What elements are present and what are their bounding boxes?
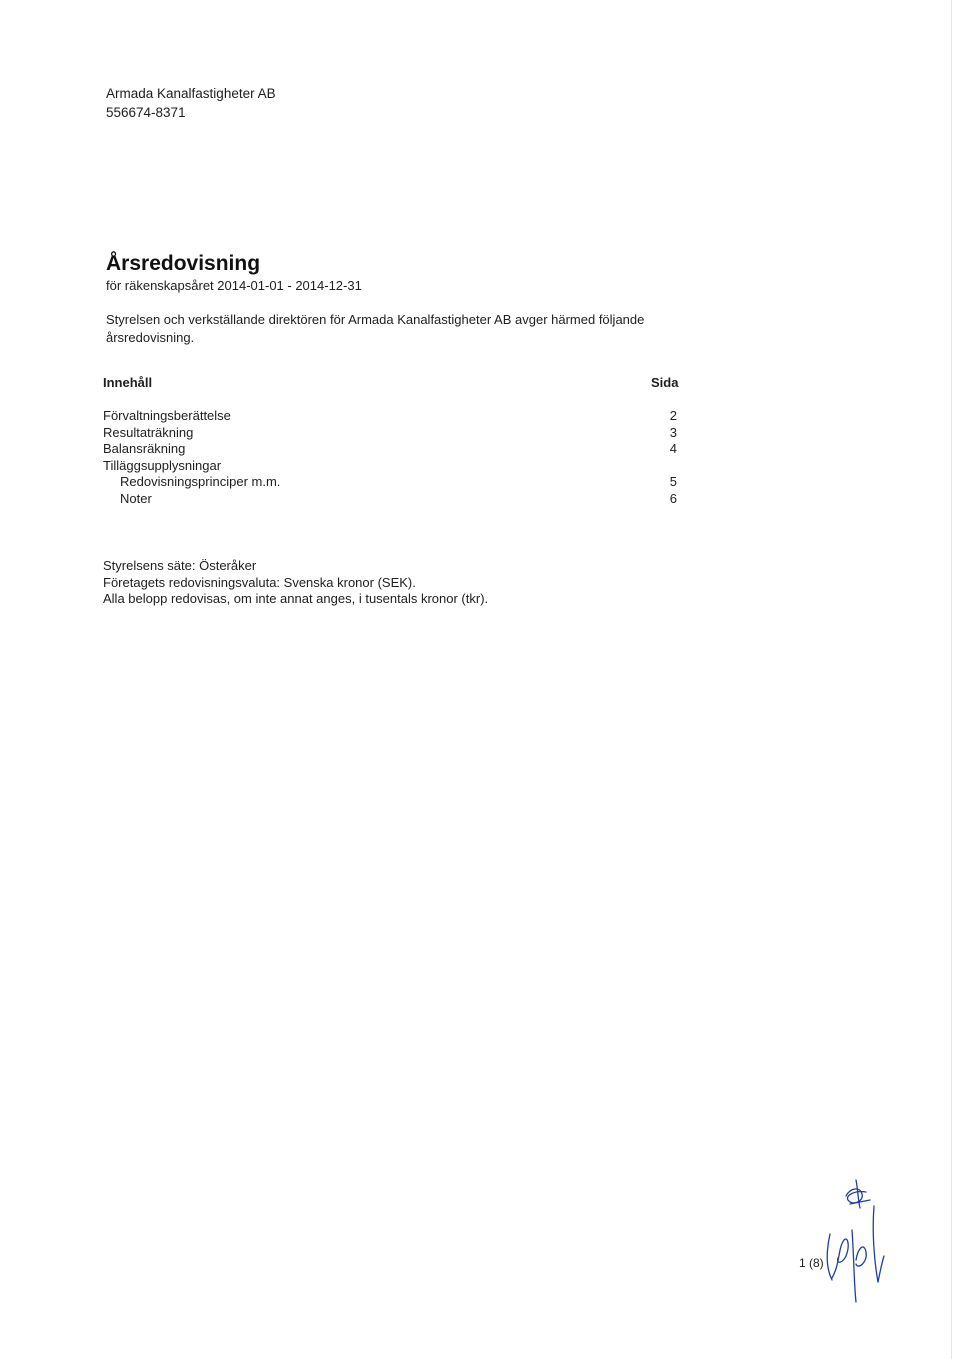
toc-item-page: 5 bbox=[669, 474, 677, 490]
amounts-note: Alla belopp redovisas, om inte annat anges, i tusentals kronor (tkr). bbox=[103, 591, 489, 607]
toc-item-page: 6 bbox=[669, 490, 677, 506]
toc-item-label: Redovisningsprinciper m.m. bbox=[120, 474, 281, 490]
page-indicator: 1 (8) bbox=[799, 1256, 824, 1270]
toc-item-balansrakning bbox=[103, 441, 683, 458]
signature-initials-icon bbox=[812, 1160, 902, 1310]
toc-item-noter bbox=[103, 491, 683, 508]
toc-item-label: Balansräkning bbox=[103, 441, 186, 457]
intro-paragraph: Styrelsen och verkställande direktören för Armada Kanalfastigheter AB avger härmed följande årsredovisning. bbox=[106, 312, 645, 345]
toc-item-label: Förvaltningsberättelse bbox=[103, 408, 231, 423]
toc-item-page: 3 bbox=[669, 424, 677, 440]
company-name: Armada Kanalfastigheter AB bbox=[106, 86, 276, 101]
company-info-block bbox=[103, 558, 488, 608]
toc-item-page: 2 bbox=[669, 408, 677, 423]
company-header bbox=[106, 84, 276, 122]
toc-item-resultatrakning bbox=[103, 425, 683, 442]
toc-heading: Innehåll bbox=[103, 375, 153, 390]
toc-item-page: 4 bbox=[669, 441, 677, 457]
toc-item-label: Resultaträkning bbox=[103, 424, 194, 440]
page-edge-line bbox=[951, 0, 952, 1359]
org-number: 556674-8371 bbox=[106, 105, 186, 120]
fiscal-period: för räkenskapsåret 2014-01-01 - 2014-12-31 bbox=[106, 278, 362, 293]
toc-item-redovisningsprinciper bbox=[103, 474, 683, 491]
board-seat: Styrelsens säte: Österåker bbox=[103, 558, 257, 573]
toc-item-label: Tilläggsupplysningar bbox=[103, 457, 222, 473]
document-title: Årsredovisning bbox=[106, 252, 261, 275]
table-of-contents bbox=[103, 408, 683, 508]
toc-page-heading: Sida bbox=[651, 375, 679, 390]
toc-item-tillaggsupplysningar bbox=[103, 458, 683, 475]
toc-item-label: Noter bbox=[120, 490, 152, 506]
reporting-currency: Företagets redovisningsvaluta: Svenska kronor (SEK). bbox=[103, 574, 416, 590]
toc-item-forvaltningsberattelse bbox=[103, 408, 683, 425]
